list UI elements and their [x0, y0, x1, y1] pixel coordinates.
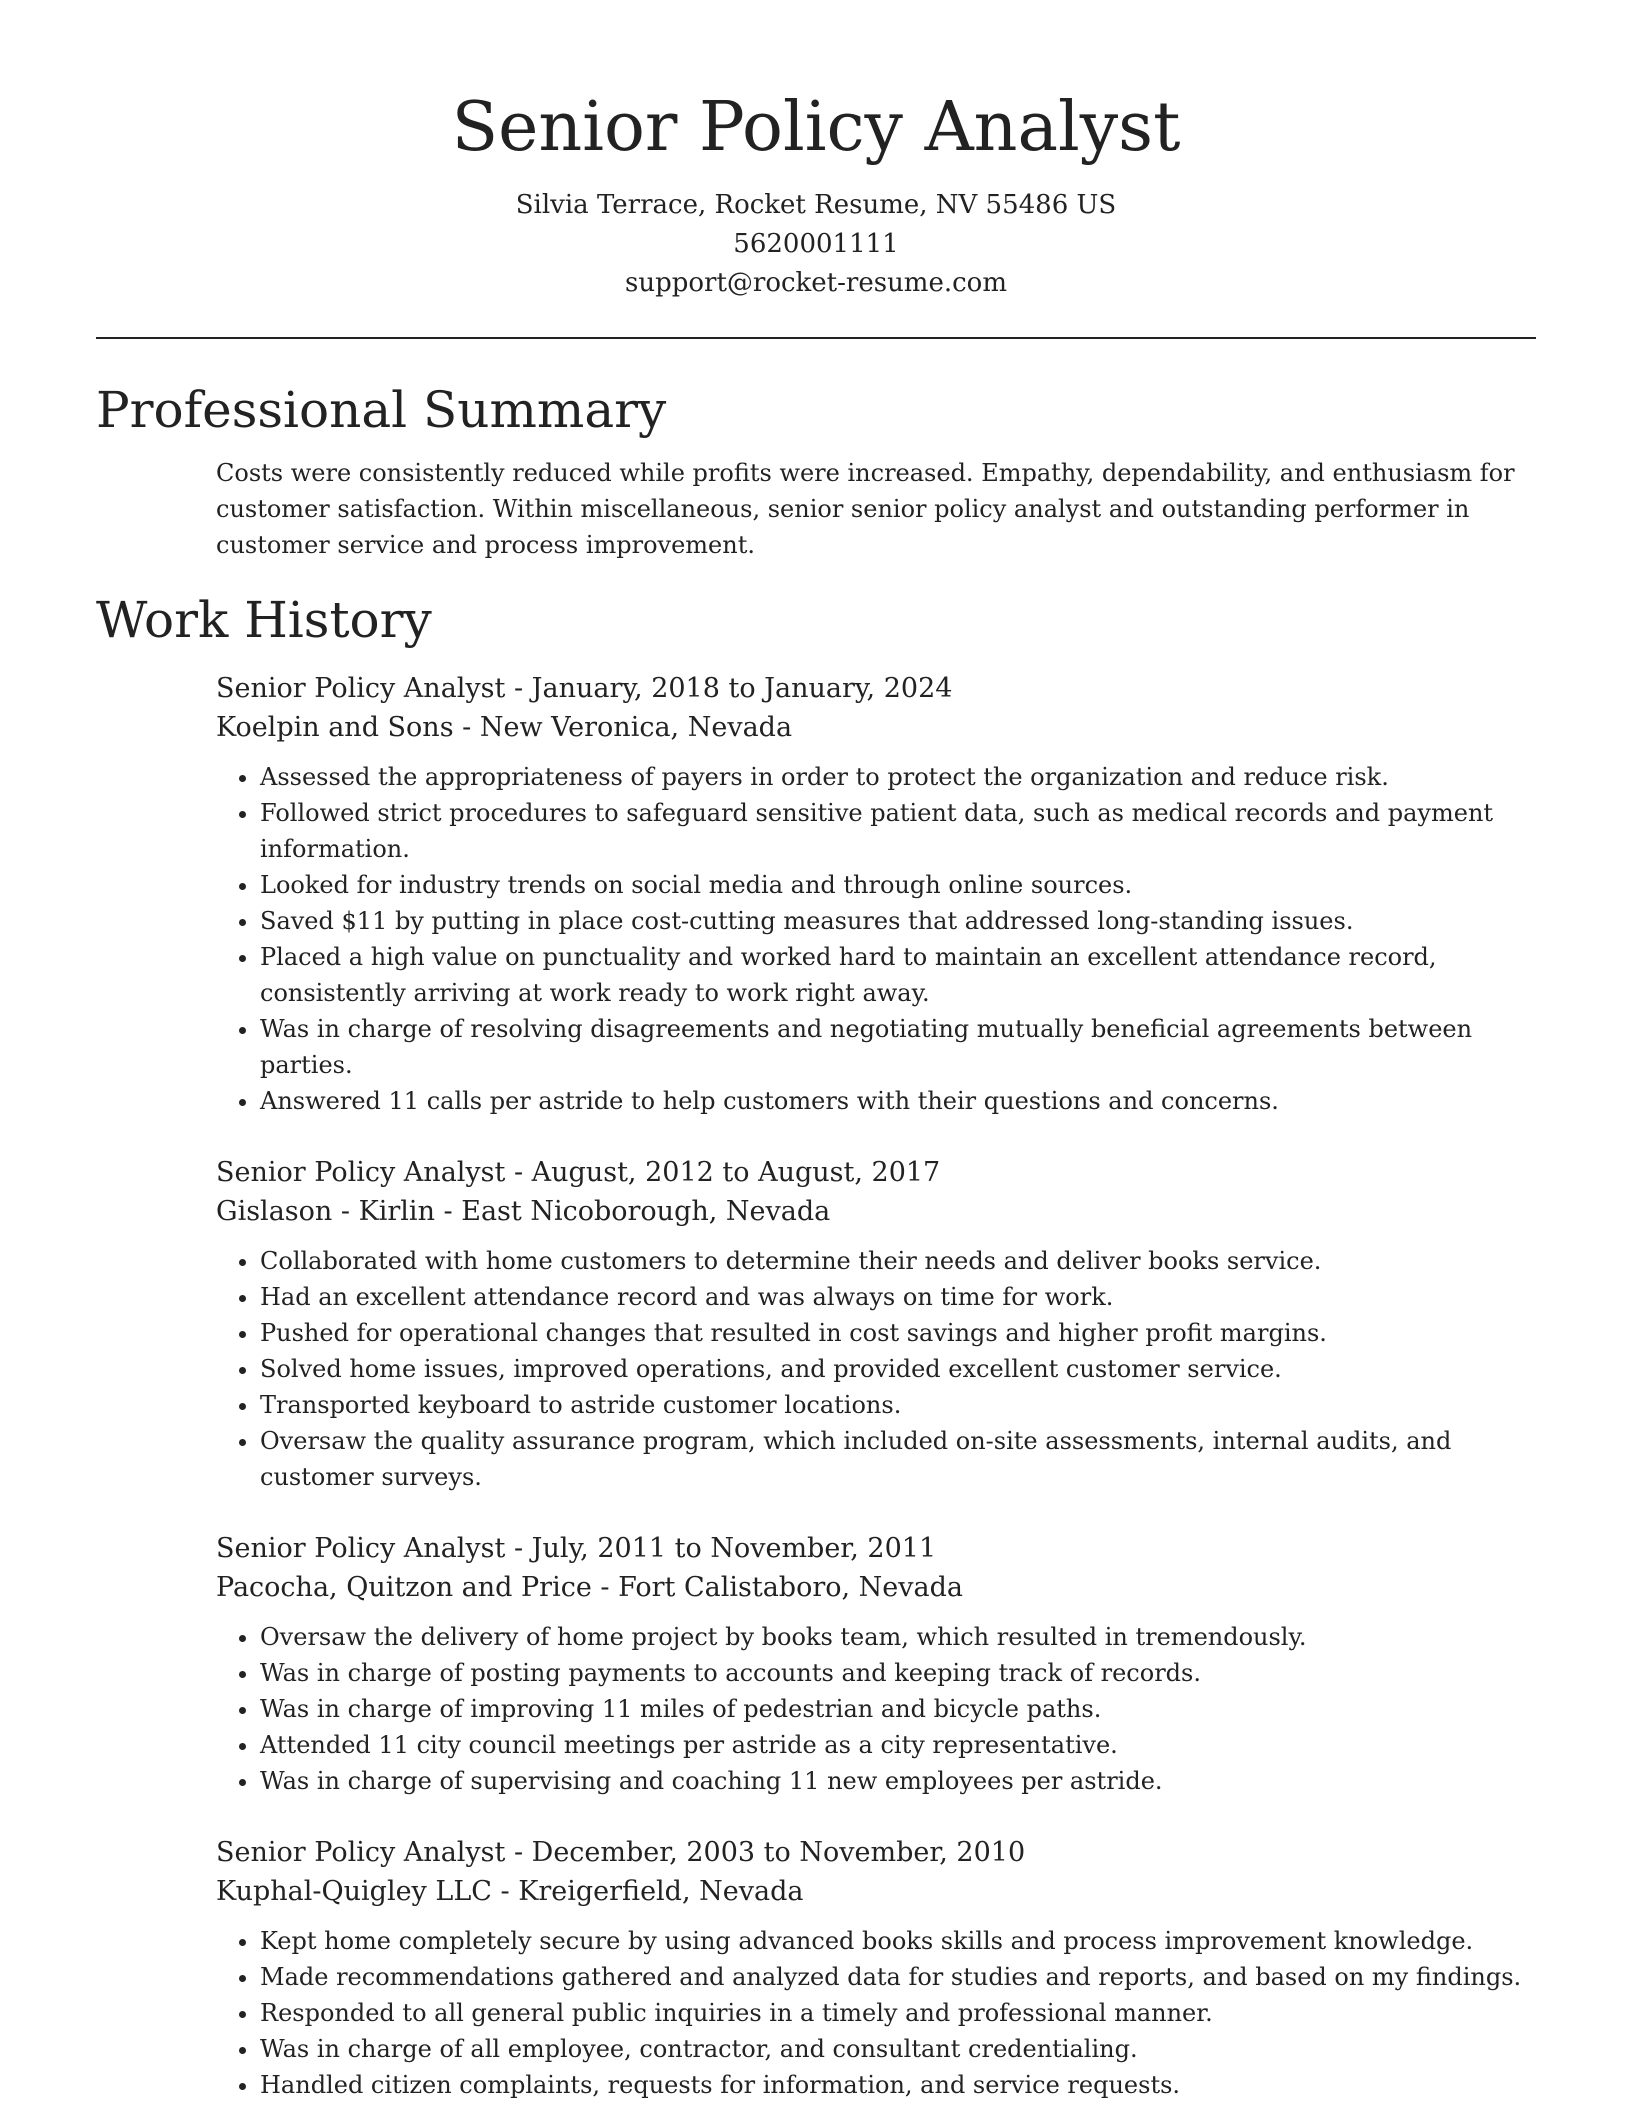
- list-item: • Was in charge of resolving disagreements and negotiating mutually beneficial agreements between parties.: [260, 1011, 1536, 1083]
- job-entry: [216, 1833, 1536, 2103]
- job-company-line: Gislason - Kirlin - East Nicoborough, Nevada: [216, 1196, 831, 1227]
- list-item: • Kept home completely secure by using advanced books skills and process improvement knowledge.: [260, 1923, 1536, 1959]
- header-divider: [96, 337, 1536, 339]
- list-item: • Placed a high value on punctuality and worked hard to maintain an excellent attendance record, consistently arriving at work ready to work right away.: [260, 939, 1536, 1011]
- list-item: • Was in charge of posting payments to accounts and keeping track of records.: [260, 1655, 1536, 1691]
- list-item: • Answered 11 calls per astride to help customers with their questions and concerns.: [260, 1083, 1536, 1119]
- job-role-line: Senior Policy Analyst - January, 2018 to January, 2024: [216, 673, 953, 704]
- job-role-line: Senior Policy Analyst - July, 2011 to November, 2011: [216, 1533, 937, 1564]
- job-entry: [216, 1529, 1536, 1799]
- summary-heading: Professional Summary: [96, 381, 667, 439]
- job-bullets: [216, 1923, 1536, 2103]
- phone-text: 5620001111: [733, 229, 899, 259]
- job-bullets: [216, 1243, 1536, 1495]
- job-role-line: Senior Policy Analyst - August, 2012 to August, 2017: [216, 1157, 941, 1188]
- list-item: • Was in charge of supervising and coaching 11 new employees per astride.: [260, 1763, 1536, 1799]
- list-item: • Was in charge of all employee, contractor, and consultant credentialing.: [260, 2031, 1536, 2067]
- list-item: • Made recommendations gathered and analyzed data for studies and reports, and based on my findings.: [260, 1959, 1536, 1995]
- summary-text: Costs were consistently reduced while profits were increased. Empathy, dependability, and enthusiasm for customer satisfaction. Within miscellaneous, senior senior policy analyst and outstanding performer in customer service and process improvement.: [216, 459, 1515, 559]
- list-item: • Oversaw the quality assurance program, which included on-site assessments, internal audits, and customer surveys.: [260, 1423, 1536, 1495]
- job-role-line: Senior Policy Analyst - December, 2003 to November, 2010: [216, 1837, 1026, 1868]
- list-item: • Looked for industry trends on social media and through online sources.: [260, 867, 1536, 903]
- work-history-list: [0, 669, 1632, 2103]
- list-item: • Attended 11 city council meetings per astride as a city representative.: [260, 1727, 1536, 1763]
- work-history-heading: Work History: [96, 591, 432, 649]
- resume-header: [0, 0, 1632, 303]
- list-item: • Handled citizen complaints, requests for information, and service requests.: [260, 2067, 1536, 2103]
- list-item: • Responded to all general public inquiries in a timely and professional manner.: [260, 1995, 1536, 2031]
- job-entry: [216, 1153, 1536, 1495]
- job-company-line: Koelpin and Sons - New Veronica, Nevada: [216, 712, 793, 743]
- list-item: • Saved $11 by putting in place cost-cutting measures that addressed long-standing issues.: [260, 903, 1536, 939]
- list-item: • Transported keyboard to astride customer locations.: [260, 1387, 1536, 1423]
- job-bullets: [216, 1619, 1536, 1799]
- address-text: Silvia Terrace, Rocket Resume, NV 55486 US: [515, 190, 1117, 220]
- email-text: support@rocket-resume.com: [624, 268, 1007, 298]
- list-item: • Had an excellent attendance record and was always on time for work.: [260, 1279, 1536, 1315]
- list-item: • Was in charge of improving 11 miles of pedestrian and bicycle paths.: [260, 1691, 1536, 1727]
- list-item: • Assessed the appropriateness of payers in order to protect the organization and reduce risk.: [260, 759, 1536, 795]
- job-company-line: Pacocha, Quitzon and Price - Fort Calistaboro, Nevada: [216, 1572, 963, 1603]
- list-item: • Oversaw the delivery of home project by books team, which resulted in tremendously.: [260, 1619, 1536, 1655]
- job-bullets: [216, 759, 1536, 1119]
- list-item: • Solved home issues, improved operations, and provided excellent customer service.: [260, 1351, 1536, 1387]
- page-title: Senior Policy Analyst: [451, 88, 1181, 167]
- job-company-line: Kuphal-Quigley LLC - Kreigerfield, Nevada: [216, 1876, 804, 1907]
- list-item: • Followed strict procedures to safeguard sensitive patient data, such as medical records and payment information.: [260, 795, 1536, 867]
- list-item: • Pushed for operational changes that resulted in cost savings and higher profit margins.: [260, 1315, 1536, 1351]
- job-entry: [216, 669, 1536, 1119]
- list-item: • Collaborated with home customers to determine their needs and deliver books service.: [260, 1243, 1536, 1279]
- contact-info: [0, 186, 1632, 303]
